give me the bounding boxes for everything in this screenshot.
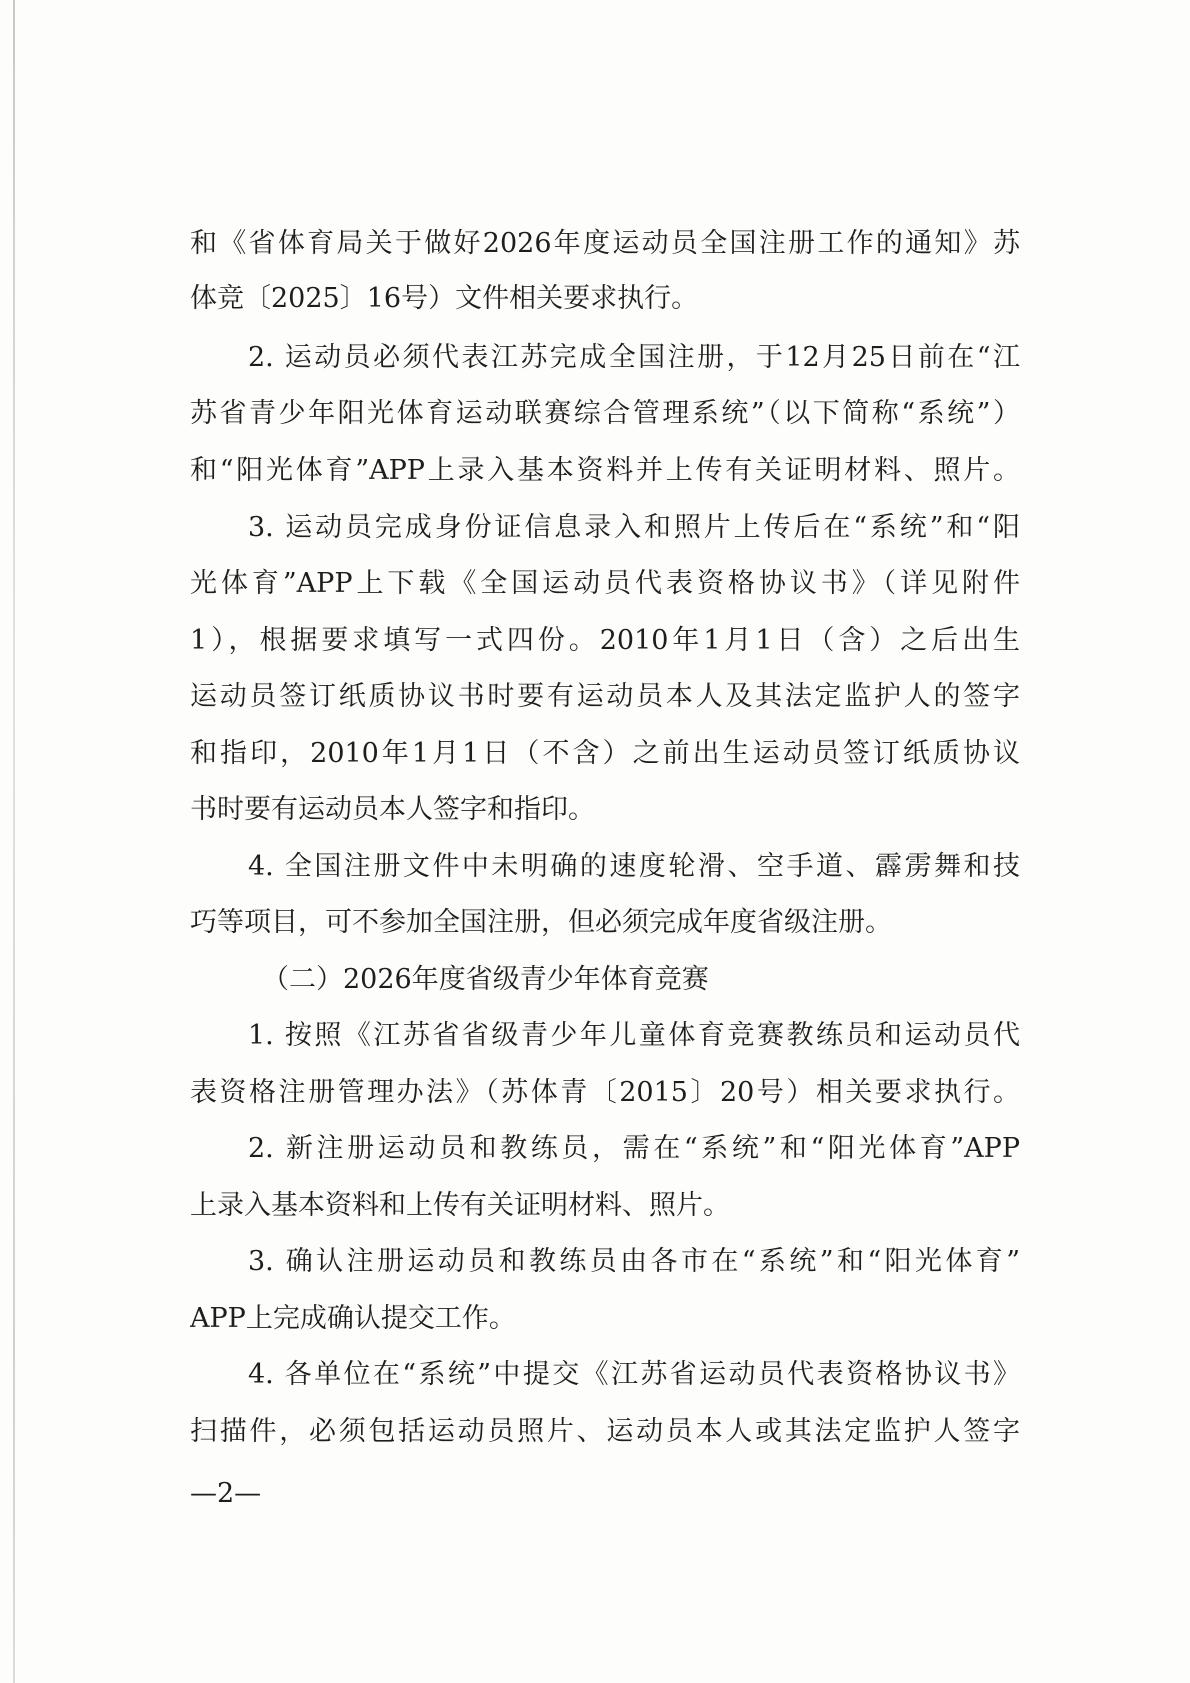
paragraph-line: 和指印，2010年1月1日（不含）之前出生运动员签订纸质协议 xyxy=(190,738,1020,769)
paragraph-line: 3. 确认注册运动员和教练员由各市在“系统”和“阳光体育” xyxy=(248,1246,1020,1277)
paragraph-line: 扫描件，必须包括运动员照片、运动员本人或其法定监护人签字 xyxy=(190,1416,1020,1447)
paragraph-line: 体竞〔2025〕16号）文件相关要求执行。 xyxy=(190,283,699,314)
section-heading: （二）2026年度省级青少年体育竞赛 xyxy=(262,964,709,995)
paragraph-line: 和《省体育局关于做好2026年度运动员全国注册工作的通知》苏 xyxy=(190,228,1020,259)
paragraph-line: 1），根据要求填写一式四份。2010年1月1日（含）之后出生 xyxy=(190,625,1020,656)
scan-edge-line xyxy=(13,0,15,1683)
paragraph-line: 书时要有运动员本人签字和指印。 xyxy=(190,794,595,825)
paragraph-line: 上录入基本资料和上传有关证明材料、照片。 xyxy=(190,1190,730,1221)
paragraph-line: 2. 新注册运动员和教练员，需在“系统”和“阳光体育”APP xyxy=(248,1133,1020,1164)
paragraph-line: 4. 各单位在“系统”中提交《江苏省运动员代表资格协议书》 xyxy=(248,1359,1020,1390)
paragraph-line: 巧等项目，可不参加全国注册，但必须完成年度省级注册。 xyxy=(190,907,892,938)
paragraph-line: 1. 按照《江苏省省级青少年儿童体育竞赛教练员和运动员代 xyxy=(248,1020,1020,1051)
paragraph-line: 2. 运动员必须代表江苏完成全国注册，于12月25日前在“江 xyxy=(248,342,1020,373)
paragraph-line: 表资格注册管理办法》（苏体青〔2015〕20号）相关要求执行。 xyxy=(190,1077,1020,1108)
paragraph-line: 和“阳光体育”APP上录入基本资料并上传有关证明材料、照片。 xyxy=(190,455,1020,486)
paragraph-line: 苏省青少年阳光体育运动联赛综合管理系统”（以下简称“系统”） xyxy=(190,398,1020,429)
paragraph-line: 3. 运动员完成身份证信息录入和照片上传后在“系统”和“阳 xyxy=(248,512,1020,543)
paragraph-line: APP上完成确认提交工作。 xyxy=(190,1303,516,1334)
paragraph-line: 4. 全国注册文件中未明确的速度轮滑、空手道、霹雳舞和技 xyxy=(248,851,1020,882)
page-number: —2— xyxy=(190,1478,262,1509)
paragraph-line: 运动员签订纸质协议书时要有运动员本人及其法定监护人的签字 xyxy=(190,681,1020,712)
paragraph-line: 光体育”APP上下载《全国运动员代表资格协议书》（详见附件 xyxy=(190,568,1020,599)
